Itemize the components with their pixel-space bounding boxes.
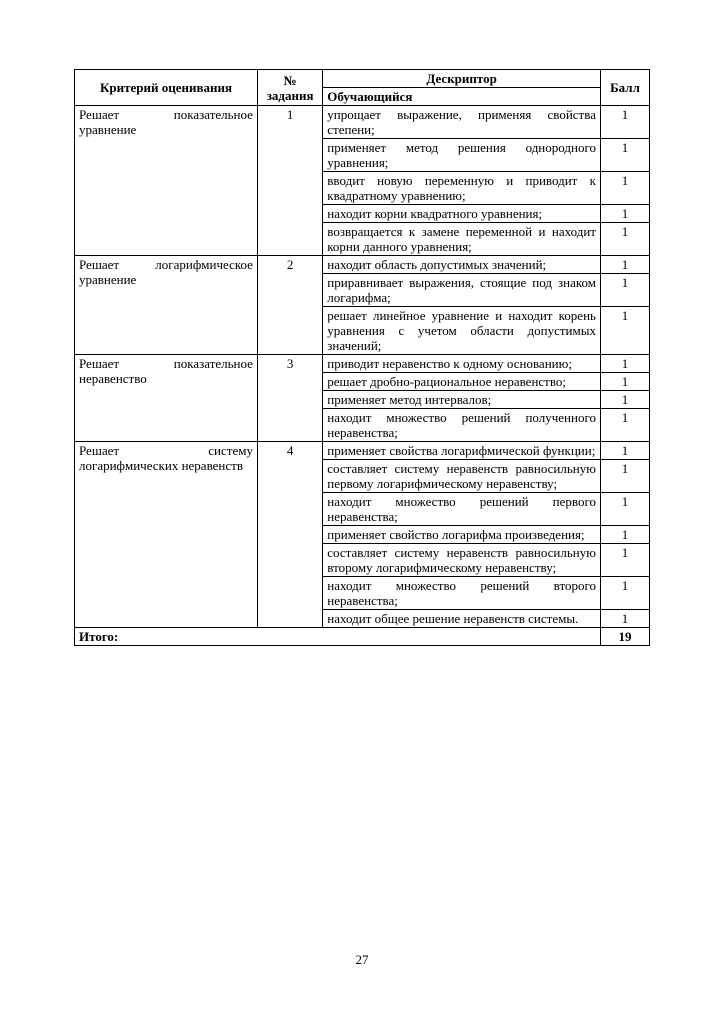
total-label: Итого: xyxy=(75,628,601,646)
descriptor-cell: составляет систему неравенств равносильную первому логарифмическому неравенству; xyxy=(323,460,601,493)
rubric-body xyxy=(75,106,650,628)
criterion-cell: Решает показательное уравнение xyxy=(75,106,258,256)
score-cell: 1 xyxy=(600,544,649,577)
descriptor-cell: вводит новую переменную и приводит к квадратному уравнению; xyxy=(323,172,601,205)
score-cell: 1 xyxy=(600,493,649,526)
descriptor-cell: применяет свойство логарифма произведения; xyxy=(323,526,601,544)
header-row xyxy=(75,70,650,88)
descriptor-cell: находит множество решений полученного неравенства; xyxy=(323,409,601,442)
task-number-cell: 3 xyxy=(257,355,322,442)
assessment-rubric-table xyxy=(74,69,650,646)
total-row xyxy=(75,628,650,646)
score-cell: 1 xyxy=(600,577,649,610)
score-cell: 1 xyxy=(600,274,649,307)
descriptor-cell: решает дробно-рациональное неравенство; xyxy=(323,373,601,391)
descriptor-cell: упрощает выражение, применяя свойства степени; xyxy=(323,106,601,139)
criterion-cell: Решает систему логарифмических неравенств xyxy=(75,442,258,628)
header-score: Балл xyxy=(600,70,649,106)
descriptor-cell: находит множество решений второго неравенства; xyxy=(323,577,601,610)
header-task-number xyxy=(257,70,322,106)
table-row xyxy=(75,355,650,373)
descriptor-cell: приводит неравенство к одному основанию; xyxy=(323,355,601,373)
total-score: 19 xyxy=(600,628,649,646)
score-cell: 1 xyxy=(600,610,649,628)
header-descriptor: Дескриптор xyxy=(323,70,601,88)
descriptor-cell: составляет систему неравенств равносильную второму логарифмическому неравенству; xyxy=(323,544,601,577)
descriptor-cell: применяет метод интервалов; xyxy=(323,391,601,409)
score-cell: 1 xyxy=(600,256,649,274)
criterion-cell: Решает логарифмическое уравнение xyxy=(75,256,258,355)
descriptor-cell: находит область допустимых значений; xyxy=(323,256,601,274)
descriptor-cell: применяет свойства логарифмической функции; xyxy=(323,442,601,460)
score-cell: 1 xyxy=(600,223,649,256)
score-cell: 1 xyxy=(600,460,649,493)
descriptor-cell: решает линейное уравнение и находит корень уравнения с учетом области допустимых значений; xyxy=(323,307,601,355)
descriptor-cell: приравнивает выражения, стоящие под знаком логарифма; xyxy=(323,274,601,307)
table-row xyxy=(75,256,650,274)
descriptor-cell: возвращается к замене переменной и находит корни данного уравнения; xyxy=(323,223,601,256)
score-cell: 1 xyxy=(600,373,649,391)
descriptor-cell: находит корни квадратного уравнения; xyxy=(323,205,601,223)
header-task-number-symbol: № xyxy=(283,72,297,88)
score-cell: 1 xyxy=(600,442,649,460)
task-number-cell: 1 xyxy=(257,106,322,256)
header-criterion: Критерий оценивания xyxy=(75,70,258,106)
header-descriptor-sub: Обучающийся xyxy=(323,88,601,106)
descriptor-cell: находит множество решений первого неравенства; xyxy=(323,493,601,526)
descriptor-cell: применяет метод решения однородного уравнения; xyxy=(323,139,601,172)
table-row xyxy=(75,442,650,460)
score-cell: 1 xyxy=(600,172,649,205)
table-row xyxy=(75,106,650,139)
page-number: 27 xyxy=(355,952,369,967)
score-cell: 1 xyxy=(600,409,649,442)
score-cell: 1 xyxy=(600,526,649,544)
score-cell: 1 xyxy=(600,307,649,355)
score-cell: 1 xyxy=(600,139,649,172)
score-cell: 1 xyxy=(600,106,649,139)
header-task-number-word: задания xyxy=(266,87,314,103)
task-number-cell: 4 xyxy=(257,442,322,628)
criterion-cell: Решает показательное неравенство xyxy=(75,355,258,442)
task-number-cell: 2 xyxy=(257,256,322,355)
score-cell: 1 xyxy=(600,355,649,373)
score-cell: 1 xyxy=(600,205,649,223)
descriptor-cell: находит общее решение неравенств системы. xyxy=(323,610,601,628)
score-cell: 1 xyxy=(600,391,649,409)
